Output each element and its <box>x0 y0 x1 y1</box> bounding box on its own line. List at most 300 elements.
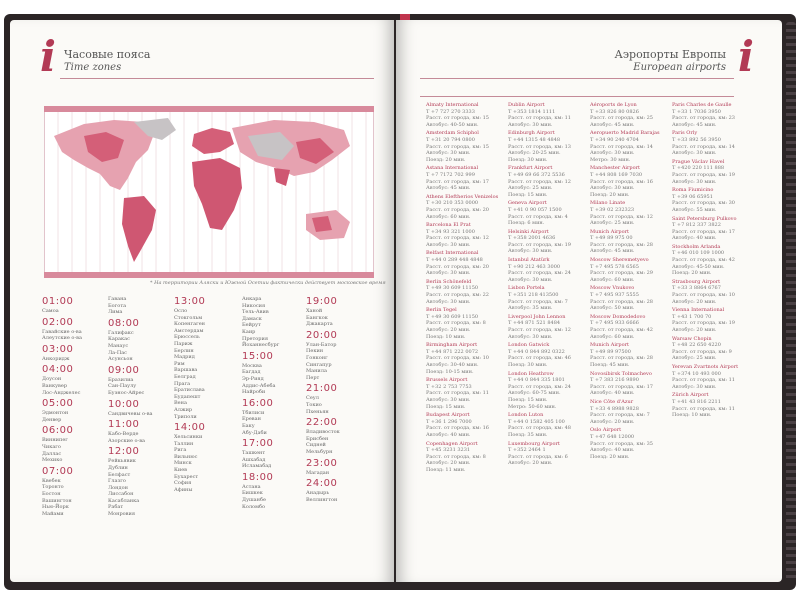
tz-city: Аддис-Абеба <box>242 382 276 389</box>
airport-entry <box>426 102 506 128</box>
airport-name: Berlin Tegel <box>426 307 457 314</box>
tz-city: Каракас <box>108 336 130 343</box>
tz-city: Абу-Даби <box>242 429 267 436</box>
tz-city: Вильнюс <box>174 453 198 460</box>
airport-detail: Расст. от города, км: 42 <box>672 257 735 264</box>
airport-detail: Поезд: 15 мин. <box>508 191 548 198</box>
airport-detail: Автобус: 20 мин. <box>590 418 635 425</box>
tz-city: Дамаск <box>242 315 262 322</box>
header-rule <box>420 78 734 79</box>
tz-city: Веллингтон <box>306 496 338 503</box>
airport-name: Roma Fiumicino <box>672 187 714 194</box>
tz-city: Касабланка <box>108 497 140 504</box>
tz-city: Джакарта <box>306 321 333 328</box>
airport-detail: Расст. от города, км: 8 <box>426 453 486 460</box>
tz-city: Йоханнесбург <box>242 342 280 349</box>
airport-detail: Расст. от города, км: 11 <box>672 405 735 412</box>
tz-city: Гавана <box>108 296 127 302</box>
airport-detail: T +44 808 169 7030 <box>590 171 643 178</box>
airport-name: Amsterdam Schiphol <box>426 130 479 137</box>
tz-time: 07:00 <box>42 465 74 477</box>
airport-detail: T +33 892 56 3950 <box>672 136 721 143</box>
airport-entry <box>426 412 506 438</box>
airport-detail: T +41 43 816 2211 <box>672 398 721 405</box>
tz-column <box>306 296 386 505</box>
airport-detail: Автобус: 20 мин. <box>426 460 471 467</box>
airport-name: Strasbourg Airport <box>672 278 721 285</box>
tz-time: 17:00 <box>242 438 274 450</box>
tz-city: Алеутские о-ва <box>42 335 82 342</box>
tz-block <box>306 330 386 382</box>
tz-time: 22:00 <box>306 417 338 429</box>
airport-entry <box>590 200 670 226</box>
airport-entry <box>590 285 670 311</box>
airport-detail: Автобус: 40 мин. <box>590 390 635 397</box>
tz-city: Претория <box>242 335 268 342</box>
info-icon: i <box>40 32 56 81</box>
airport-detail: Автобус: 45-50 мин. <box>672 263 725 270</box>
tz-city: Мехико <box>42 457 63 464</box>
airport-detail: Поезд: 20 мин. <box>590 191 630 198</box>
airport-name: Warsaw Chopin <box>672 335 712 342</box>
airport-entry <box>508 412 588 438</box>
page-subtitle: Time zones <box>64 62 122 73</box>
tz-city: Берлин <box>174 347 194 354</box>
airport-detail: Поезд: 11 мин. <box>426 466 466 473</box>
airport-entry <box>672 130 752 156</box>
airport-detail: Расст. от города, км: 11 <box>508 115 571 122</box>
tz-city: Баку <box>242 422 255 429</box>
tz-city: Эр-Рияд <box>242 375 264 382</box>
airport-entry <box>672 102 752 128</box>
airport-detail: Расст. от города, км: 6 <box>508 453 568 460</box>
tz-time: 10:00 <box>108 398 140 410</box>
airport-detail: Расст. от города, км: 17 <box>672 228 735 235</box>
tz-time: 20:00 <box>306 329 338 341</box>
airport-detail: Автобус: 20 мин. <box>672 327 717 333</box>
airport-entry <box>426 342 506 375</box>
airport-detail: Автобус: 30 мин. <box>426 241 471 248</box>
airport-detail: Автобус: 45 мин. <box>590 248 635 255</box>
page-title: Часовые пояса <box>64 48 151 61</box>
airport-entry <box>590 342 670 368</box>
left-page <box>10 20 394 582</box>
airport-name: Milano Linate <box>590 200 626 207</box>
airport-detail: Расст. от города, км: 24 <box>508 270 571 277</box>
airport-detail: T +33 4 8988 9828 <box>590 405 639 412</box>
airport-detail: Автобус: 30 мин. <box>426 298 471 305</box>
airport-detail: Расст. от города, км: 12 <box>508 327 571 333</box>
tz-city: Брисбен <box>306 435 329 442</box>
tz-city: Рабат <box>108 504 124 511</box>
airport-detail: Автобус: 20 мин. <box>426 327 471 333</box>
tz-city: Анкара <box>242 296 262 302</box>
airport-name: Geneva Airport <box>508 200 547 207</box>
airport-entry <box>590 314 670 340</box>
airport-detail: Метро: 30 мин. <box>590 156 631 163</box>
tz-city: Виннипег <box>42 437 68 444</box>
airport-detail: Автобус: 60 мин. <box>590 276 635 283</box>
tz-city: Ванкувер <box>42 382 68 389</box>
airport-name: Astana International <box>426 165 479 172</box>
airport-column <box>508 102 588 469</box>
airport-detail: Расст. от города, км: 9 <box>672 348 732 355</box>
airport-detail: T +31 20 794 0800 <box>426 136 475 143</box>
airport-entry <box>426 194 506 220</box>
map-footnote: * На территории Аляски и Южной Осетии фактически действует московское время <box>150 280 386 286</box>
tz-city: Галифакс <box>108 329 134 336</box>
airport-name: Munich Airport <box>590 228 629 235</box>
airport-detail: Автобус: 30 мин. <box>590 185 635 192</box>
tz-city: Алжир <box>174 406 193 413</box>
airport-entry <box>508 229 588 255</box>
airport-detail: Расст. от города, км: 7 <box>508 298 568 305</box>
airport-detail: Расст. от города, км: 12 <box>508 178 571 185</box>
airport-entry <box>508 371 588 411</box>
airport-name: Prague Václav Havel <box>672 158 725 165</box>
airport-detail: T +39 02 232323 <box>590 206 635 213</box>
airport-name: Copenhagen Airport <box>426 440 478 447</box>
tz-city: Улан-Батор <box>306 341 337 348</box>
airport-detail: Расст. от города, км: 14 <box>590 143 653 150</box>
airport-entry <box>590 165 670 198</box>
tz-city: Анкоридж <box>42 355 70 362</box>
tz-time: 15:00 <box>242 350 274 362</box>
tz-city: Асунсьон <box>108 356 133 363</box>
airport-detail: Расст. от города, км: 11 <box>672 377 735 384</box>
cover-edge-texture <box>786 22 796 582</box>
airport-column <box>426 102 506 475</box>
tz-time: 09:00 <box>108 364 140 376</box>
airport-entry <box>590 371 670 397</box>
airport-detail: Расст. от города, км: 19 <box>672 171 735 178</box>
airport-name: Yerevan Zvartnots Airport <box>672 363 739 370</box>
airport-detail: T +7 495 937 5555 <box>590 292 639 299</box>
airport-name: Aeropuerto Madrid Barajas <box>590 130 660 137</box>
airport-name: Luxembourg Airport <box>508 440 560 447</box>
airport-entry <box>426 307 506 340</box>
airport-entry <box>672 307 752 333</box>
airport-name: Nice Côte d'Azur <box>590 398 634 405</box>
airport-entry <box>590 229 670 255</box>
tz-city: Нью-Йорк <box>42 504 69 511</box>
airport-detail: Расст. от города, км: 11 <box>426 390 489 397</box>
airport-column <box>590 102 670 462</box>
airport-entry <box>426 279 506 305</box>
tz-city: Душанбе <box>242 497 266 504</box>
airport-detail: T +41 0 90 057 1500 <box>508 206 562 213</box>
airport-detail: T +44 1315 48 4848 <box>508 136 561 143</box>
tz-city: Париж <box>174 340 193 347</box>
airport-detail: Расст. от города, км: 10 <box>426 355 489 362</box>
airport-entry <box>508 102 588 128</box>
airport-entry <box>590 427 670 460</box>
airport-detail: T +90 212 463 3000 <box>508 263 561 270</box>
airport-detail: T +33 3 8864 6767 <box>672 285 721 292</box>
airport-entry <box>426 165 506 191</box>
airport-detail: Расст. от города, км: 35 <box>590 440 653 447</box>
airport-name: Moscow Vnukovo <box>590 285 635 292</box>
airport-detail: T +44 0 289 448 4848 <box>426 257 483 264</box>
airport-name: London Gatwick <box>508 342 550 349</box>
tz-city: Стокгольм <box>174 314 203 321</box>
airport-detail: Поезд: 20 мин. <box>672 270 712 277</box>
tz-city: Лос-Анджелес <box>42 389 81 396</box>
airport-detail: Расст. от города, км: 15 <box>426 115 489 122</box>
airport-detail: Автобус: 30 мин. <box>426 396 471 403</box>
world-time-zone-map <box>44 106 374 278</box>
airport-detail: T +352 2464 1 <box>508 447 546 454</box>
airport-detail: Расст. от города, км: 46 <box>508 355 571 362</box>
tz-city: Никосия <box>242 302 266 309</box>
tz-city: Прага <box>174 380 191 387</box>
airport-detail: Автобус: 50 мин. <box>590 305 635 312</box>
tz-city: Ханой <box>306 308 323 314</box>
tz-time: 23:00 <box>306 457 338 469</box>
tz-city: Тель-Авив <box>242 309 269 316</box>
airport-name: Brussels Airport <box>426 377 468 384</box>
tz-city: Бишкек <box>242 490 263 497</box>
tz-city: Каир <box>242 328 256 335</box>
airport-detail: Автобус: 45 мин. <box>426 185 471 192</box>
airport-detail: T +48 22 650 4220 <box>672 342 721 349</box>
airport-entry <box>590 257 670 283</box>
airport-detail: T +7 495 578 6565 <box>590 263 639 270</box>
airport-entry <box>672 279 752 305</box>
tz-city: Перт <box>306 374 320 381</box>
tz-city: Лима <box>108 309 123 316</box>
airport-detail: T +34 93 321 1000 <box>426 228 475 235</box>
airport-detail: T +358 2001 4636 <box>508 235 556 242</box>
airport-detail: Расст. от города, км: 48 <box>508 425 571 432</box>
tz-city: Ташкент <box>242 450 266 457</box>
tz-city: Эдмонтон <box>42 410 69 417</box>
airport-detail: Расст. от города, км: 17 <box>426 178 489 185</box>
airport-detail: T +7 7172 702 999 <box>426 171 475 178</box>
tz-city: Амстердам <box>174 327 204 334</box>
tz-city: Монровия <box>108 511 135 518</box>
tz-city: Гонконг <box>306 354 328 361</box>
tz-time: 08:00 <box>108 317 140 329</box>
tz-city: Кабо-Верде <box>108 431 139 438</box>
tz-time: 21:00 <box>306 383 338 395</box>
tz-city: Владивосток <box>306 429 340 436</box>
airport-detail: Расст. от города, км: 20 <box>426 206 489 213</box>
tz-time: 02:00 <box>42 316 74 328</box>
airport-name: Novosibirsk Tolmachevo <box>590 370 652 377</box>
airport-detail: Расст. от города, км: 10 <box>672 292 735 299</box>
airport-detail: Автобус: 35 мин. <box>508 305 553 312</box>
airport-name: Athens Eleftherios Venizelos <box>426 193 499 200</box>
airport-column <box>672 102 752 421</box>
airport-name: Zürich Airport <box>672 392 709 399</box>
airport-detail: Автобус: 60 мин. <box>426 213 471 220</box>
airport-detail: Расст. от города, км: 14 <box>672 143 735 150</box>
airport-detail: T +7 727 270 3333 <box>426 108 475 115</box>
tz-city: Будапешт <box>174 393 201 400</box>
airport-detail: Расст. от города, км: 25 <box>590 115 653 122</box>
tz-city: Братислава <box>174 387 205 394</box>
tz-city: Доусон <box>42 376 62 383</box>
airport-detail: Расст. от города, км: 16 <box>426 425 489 432</box>
airport-detail: Поезд: 15 мин. <box>426 403 466 410</box>
airport-name: Birmingham Airport <box>426 342 478 349</box>
airport-detail: T +32 2 753 7753 <box>426 383 472 390</box>
airport-name: London Luton <box>508 412 544 419</box>
airport-detail: Автобус: 25 мин. <box>672 355 717 362</box>
airport-detail: T +44 0 844 335 1801 <box>508 377 565 384</box>
tz-city: Магадан <box>306 469 330 476</box>
airport-detail: T +30 210 353 0000 <box>426 200 479 207</box>
tz-city: Гавайские о-ва <box>42 328 82 335</box>
airport-name: Saint Petersburg Pulkovo <box>672 215 737 222</box>
airport-detail: Поезд: 10 мин. <box>672 412 712 419</box>
airport-detail: T +49 89 97500 <box>590 348 631 355</box>
airport-detail: Расст. от города, км: 7 <box>590 412 650 419</box>
airport-entry <box>672 364 752 390</box>
airport-detail: Автобус: 30 мин. <box>590 150 635 157</box>
airport-entry <box>508 314 588 340</box>
tz-city: Лондон <box>108 484 128 491</box>
airport-detail: Расст. от города, км: 20 <box>426 263 489 270</box>
airport-detail: Расст. от города, км: 24 <box>508 383 571 390</box>
tz-city: Анадырь <box>306 490 330 497</box>
tz-city: Дублин <box>108 464 128 471</box>
tz-city: Вашингтон <box>42 497 72 504</box>
airport-detail: Поезд: 30 мин. <box>508 156 548 163</box>
tz-city: Богота <box>108 302 127 309</box>
tz-city: Ашхабад <box>242 456 266 463</box>
tz-time: 01:00 <box>42 296 74 307</box>
airport-detail: Поезд: 20 мин. <box>590 453 630 460</box>
airport-detail: Расст. от города, км: 4 <box>508 213 568 220</box>
airport-detail: Расст. от города, км: 16 <box>590 178 653 185</box>
page-title: Аэропорты Европы <box>614 48 726 61</box>
airport-name: Liverpool John Lennon <box>508 313 566 320</box>
airport-name: Aéroports de Lyon <box>590 102 637 108</box>
airport-name: Vienna International <box>672 307 725 314</box>
tz-time: 11:00 <box>108 419 140 431</box>
tz-city: Сидней <box>306 442 326 449</box>
airport-entry <box>426 130 506 163</box>
tz-city: Мельбурн <box>306 448 333 455</box>
airport-detail: Автобус: 30 мин. <box>508 121 553 128</box>
tz-city: Киев <box>174 467 187 474</box>
airport-name: Paris Orly <box>672 130 698 137</box>
tz-city: Сингапур <box>306 361 332 368</box>
airport-detail: Расст. от города, км: 28 <box>590 241 653 248</box>
airport-name: Budapest Airport <box>426 412 470 419</box>
right-page <box>396 20 782 582</box>
airport-detail: T +7 812 337 3822 <box>672 222 721 229</box>
airport-detail: Автобус: 30 мин. <box>508 333 553 340</box>
airport-detail: T +36 1 296 7000 <box>426 418 472 425</box>
airport-name: Edinburgh Airport <box>508 130 555 137</box>
airport-entry <box>426 222 506 248</box>
airport-detail: T +47 648 12000 <box>590 433 635 440</box>
tz-block <box>306 296 386 328</box>
airport-detail: Автобус: 40-50 мин. <box>426 121 479 128</box>
tz-time: 14:00 <box>174 422 206 434</box>
airport-detail: T +49 89 975 00 <box>590 235 633 242</box>
airport-detail: T +44 871 521 8484 <box>508 320 561 327</box>
airport-entry <box>426 250 506 276</box>
tz-city: Сандвичевы о-ва <box>108 410 153 417</box>
airport-entry <box>508 165 588 198</box>
airport-name: Moscow Sheremetyevo <box>590 257 649 264</box>
airport-entry <box>672 336 752 362</box>
airport-detail: Поезд: 10 мин. <box>426 333 466 340</box>
airport-detail: T +49 69 66 372 5536 <box>508 171 565 178</box>
airport-detail: T +7 383 216 9890 <box>590 377 639 384</box>
tz-city: Найроби <box>242 389 266 396</box>
airport-name: Almaty International <box>426 102 479 108</box>
tz-city: Афины <box>174 486 193 493</box>
airport-entry <box>590 102 670 128</box>
airport-name: Frankfurt Airport <box>508 165 553 172</box>
airport-detail: Расст. от города, км: 29 <box>590 270 653 277</box>
airport-detail: T +374 10 493 000 <box>672 370 721 377</box>
airport-detail: Поезд: 30 мин. <box>508 361 548 368</box>
airport-detail: Автобус: 40 мин. <box>426 431 471 438</box>
tz-time: 12:00 <box>108 446 140 458</box>
airport-name: Belfast International <box>426 250 479 257</box>
airport-detail: Поезд: 35 мин. <box>508 431 548 438</box>
airport-detail: Автобус: 30 мин. <box>508 276 553 283</box>
airport-detail: Автобус: 40 мин. <box>672 235 717 242</box>
airport-detail: Расст. от города, км: 19 <box>672 320 735 327</box>
tz-city: Даллас <box>42 450 62 457</box>
airport-detail: T +33 1 7036 3950 <box>672 108 721 115</box>
tz-city: Бухарест <box>174 473 199 480</box>
airport-entry <box>508 441 588 467</box>
tz-city: Майами <box>42 510 64 517</box>
airport-detail: Расст. от города, км: 8 <box>426 320 486 327</box>
airport-detail: Автобус: 55 мин. <box>672 206 717 213</box>
tz-city: Бостон <box>42 490 61 497</box>
tz-city: Белфаст <box>108 471 131 478</box>
airport-name: Moscow Domodedovo <box>590 313 646 320</box>
tz-city: Бангкок <box>306 314 328 321</box>
tz-city: Рига <box>174 447 187 454</box>
tz-time: 16:00 <box>242 397 274 409</box>
airport-detail: Метро: 50-60 мин. <box>508 403 557 410</box>
airport-entry <box>508 200 588 226</box>
tz-block <box>306 478 386 503</box>
tz-time: 03:00 <box>42 343 74 355</box>
tz-time: 06:00 <box>42 425 74 437</box>
tz-city: Пекин <box>306 348 324 355</box>
airport-detail: Расст. от города, км: 12 <box>590 213 653 220</box>
tz-block <box>306 417 386 455</box>
info-icon: i <box>738 32 754 81</box>
airport-detail: Автобус: 40 мин. <box>590 447 635 454</box>
header-rule <box>60 78 374 79</box>
airport-detail: Автобус: 45 мин. <box>672 121 717 128</box>
tz-city: Бразилиа <box>108 376 134 383</box>
airport-entry <box>508 342 588 368</box>
airport-detail: T +45 3231 3231 <box>426 447 471 454</box>
tz-city: Пхеньян <box>306 408 329 415</box>
airport-entry <box>590 130 670 163</box>
tz-city: Глазго <box>108 478 126 485</box>
airport-entry <box>672 187 752 213</box>
airport-detail: Поезд: 20 мин. <box>426 156 466 163</box>
airport-detail: T +420 220 111 888 <box>672 165 725 172</box>
airport-detail: Автобус: 25 мин. <box>590 220 635 227</box>
airport-detail: Автобус: 25 мин. <box>508 185 553 192</box>
airport-detail: Расст. от города, км: 15 <box>426 143 489 150</box>
